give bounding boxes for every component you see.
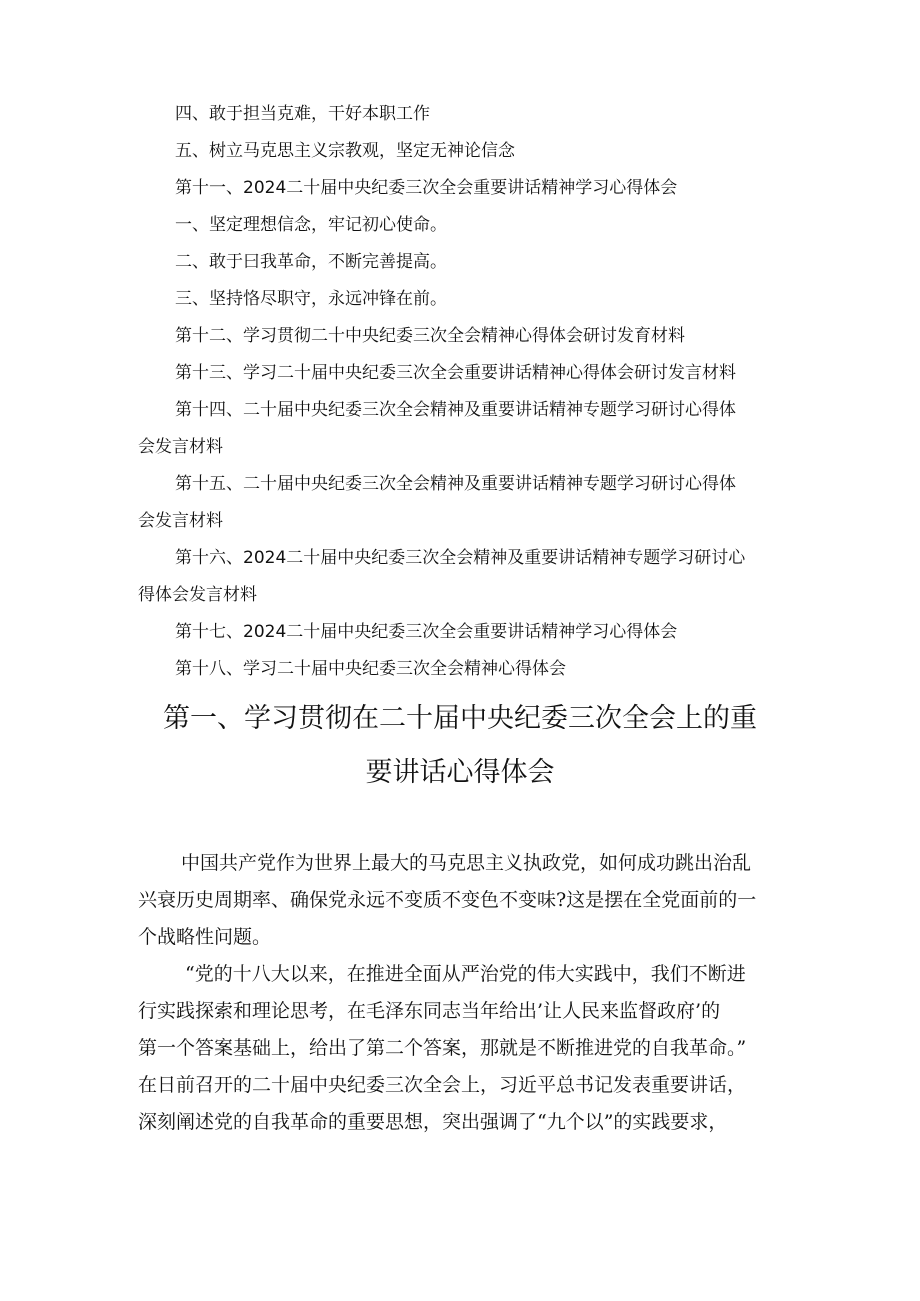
toc-item-fifteen bbox=[138, 473, 785, 532]
toc-item-fourteen-line2: 会发言材料 bbox=[138, 437, 223, 457]
toc-item-eleven-sub2: 二、敢于曰我革命，不断完善提高。 bbox=[175, 252, 447, 272]
toc-item-fourteen-line1: 第十四、二十届中央纪委三次全会精神及重要讲话精神专题学习研讨心得体 bbox=[175, 400, 736, 420]
toc-item-twelve: 第十二、学习贯彻二十中央纪委三次全会精神心得体会研讨发育材料 bbox=[175, 326, 685, 346]
toc-item-fourteen bbox=[138, 399, 785, 458]
toc-item-thirteen: 第十三、学习二十届中央纪委三次全会重要讲话精神心得体会研讨发言材料 bbox=[175, 363, 736, 383]
paragraph-line: 在日前召开的二十届中央纪委三次全会上，习近平总书记发表重要讲话， bbox=[138, 1074, 747, 1096]
toc-item-eleven: 第十一、2024二十届中央纪委三次全会重要讲话精神学习心得体会 bbox=[175, 178, 678, 198]
toc-item-sixteen-line2: 得体会发言材料 bbox=[138, 585, 257, 605]
paragraph-line: 第一个答案基础上，给出了第二个答案，那就是不断推进党的自我革命。” bbox=[138, 1037, 747, 1059]
section-title-line1: 第一、学习贯彻在二十届中央纪委三次全会上的重 bbox=[163, 703, 757, 734]
toc-item-fifteen-line1: 第十五、二十届中央纪委三次全会精神及重要讲话精神专题学习研讨心得体 bbox=[175, 474, 736, 494]
toc-item-eighteen: 第十八、学习二十届中央纪委三次全会精神心得体会 bbox=[175, 659, 566, 679]
body-paragraph-2 bbox=[138, 962, 788, 1147]
paragraph-line: 行实践探索和理论思考，在毛泽东同志当年给出’让人民来监督政府’的 bbox=[138, 1000, 721, 1022]
toc-item-seventeen: 第十七、2024二十届中央纪委三次全会重要讲话精神学习心得体会 bbox=[175, 622, 678, 642]
paragraph-line: “党的十八大以来，在推进全面从严治党的伟大实践中，我们不断进 bbox=[185, 963, 746, 985]
toc-item-four: 四、敢于担当克难，干好本职工作 bbox=[175, 104, 430, 124]
toc-item-sixteen bbox=[138, 547, 785, 606]
paragraph-line: 兴衰历史周期率、确保党永远不变质不变色不变味?这是摆在全党面前的一 bbox=[138, 889, 757, 911]
toc-item-eleven-sub3: 三、坚持恪尽职守，永远冲锋在前。 bbox=[175, 289, 447, 309]
paragraph-line: 个战略性问题。 bbox=[138, 926, 272, 948]
toc-item-sixteen-line1: 第十六、2024二十届中央纪委三次全会精神及重要讲话精神专题学习研讨心 bbox=[175, 548, 746, 568]
toc-item-five: 五、树立马克思主义宗教观，坚定无神论信念 bbox=[175, 141, 515, 161]
paragraph-line: 中国共产党作为世界上最大的马克思主义执政党，如何成功跳出治乱 bbox=[181, 852, 752, 874]
toc-item-fifteen-line2: 会发言材料 bbox=[138, 511, 223, 531]
paragraph-line: 深刻阐述党的自我革命的重要思想，突出强调了“九个以”的实践要求， bbox=[138, 1111, 728, 1133]
body-paragraph-1 bbox=[138, 851, 788, 962]
section-title-line2: 要讲话心得体会 bbox=[365, 757, 555, 788]
toc-item-eleven-sub1: 一、坚定理想信念，牢记初心使命。 bbox=[175, 215, 447, 235]
